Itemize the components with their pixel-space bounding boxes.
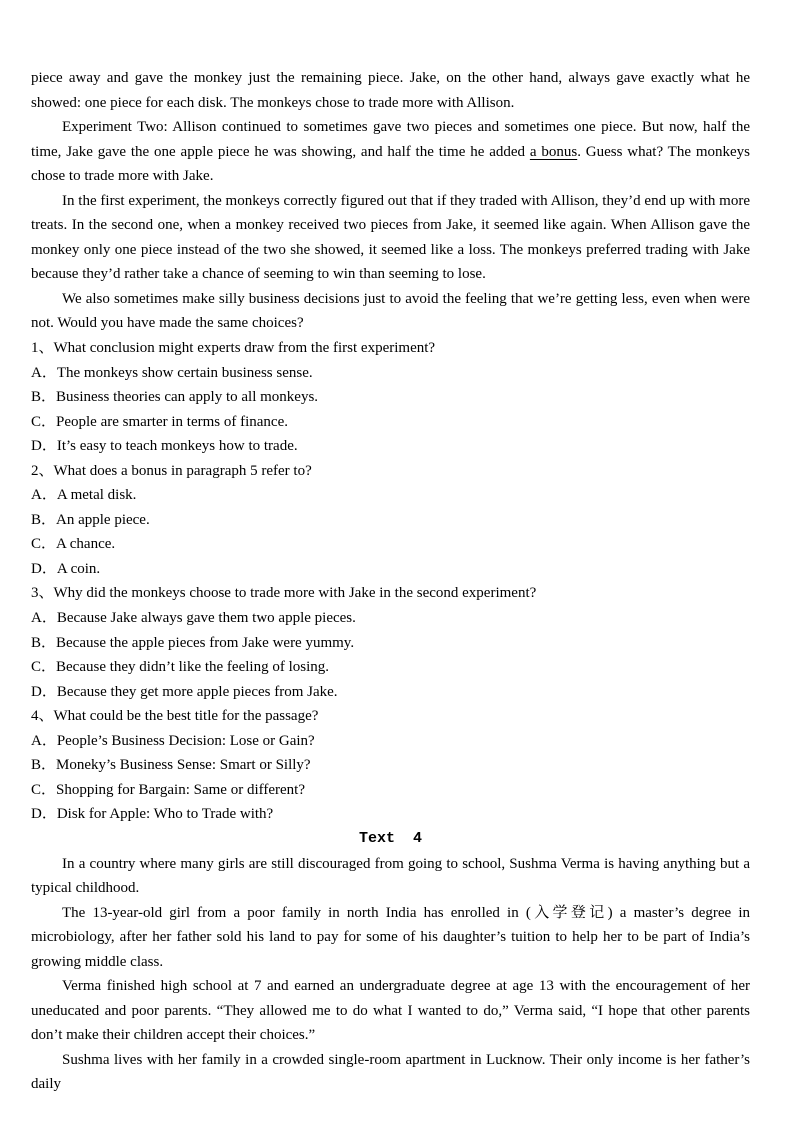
question-prompt: 1、What conclusion might experts draw from the first experiment? [31, 340, 436, 357]
text4-paragraph-2: The 13-year-old girl from a poor family in north India has enrolled in (入学登记) a master’s degree in microbiology, after her father sold his land to pay for some of his daughter’s tuition to help her to be part of India’s growing middle class. [31, 904, 750, 970]
question-prompt: 3、Why did the monkeys choose to trade more with Jake in the second experiment? [31, 585, 537, 602]
answer-option: A．A metal disk. [31, 487, 137, 504]
text4-paragraph-3: Verma finished high school at 7 and earned an undergraduate degree at age 13 with the encouragement of her uneducated and poor parents. “They allowed me to do what I wanted to do,” Verma said, “I hope that other parents don’t make their children accept their choices.” [31, 978, 750, 1044]
experiment-two-text-post: . Guess what? The monkeys chose to trade more with Jake. [31, 143, 751, 185]
answer-option: D．A coin. [31, 560, 101, 577]
underlined-phrase-a-bonus: a bonus [529, 143, 578, 160]
question-block-2 [31, 459, 750, 582]
answer-option: D．It’s easy to teach monkeys how to trade. [31, 438, 298, 455]
question-prompt: 4、What could be the best title for the passage? [31, 708, 319, 725]
text4-paragraph-1: In a country where many girls are still discouraged from going to school, Sushma Verma is having anything but a typical childhood. [31, 855, 750, 897]
answer-option: A．People’s Business Decision: Lose or Gain? [31, 732, 315, 749]
answer-option: D．Disk for Apple: Who to Trade with? [31, 806, 274, 823]
question-block-1 [31, 336, 750, 459]
answer-option: B．An apple piece. [31, 511, 150, 528]
answer-option: C．People are smarter in terms of finance. [31, 413, 288, 430]
answer-option: C．Shopping for Bargain: Same or different? [31, 781, 305, 798]
text4-paragraph-4: Sushma lives with her family in a crowded single-room apartment in Lucknow. Their only income is her father’s daily [31, 1051, 750, 1093]
answer-option: C．Because they didn’t like the feeling of losing. [31, 659, 329, 676]
answer-option: A．The monkeys show certain business sense. [31, 364, 313, 381]
passage-paragraph-continuation: piece away and gave the monkey just the remaining piece. Jake, on the other hand, always gave exactly what he showed: one piece for each disk. The monkeys chose to trade more with Allison. [31, 70, 750, 111]
answer-option: B．Moneky’s Business Sense: Smart or Silly? [31, 757, 311, 774]
question-block-4 [31, 704, 750, 827]
answer-option: C．A chance. [31, 536, 116, 553]
answer-option: B．Business theories can apply to all monkeys. [31, 389, 319, 406]
question-prompt: 2、What does a bonus in paragraph 5 refer to? [31, 462, 312, 479]
passage-paragraph-conclusion: We also sometimes make silly business decisions just to avoid the feeling that we’re getting less, even when were not. Would you have made the same choices? [31, 290, 750, 332]
question-block-3 [31, 581, 750, 704]
answer-option: D．Because they get more apple pieces from Jake. [31, 683, 338, 700]
answer-option: B．Because the apple pieces from Jake were yummy. [31, 634, 355, 651]
passage-paragraph-analysis: In the first experiment, the monkeys correctly figured out that if they traded with Allison, they’d end up with more treats. In the second one, when a monkey received two pieces from Jake, it seemed like again. When Allison gave the monkey only one piece instead of the two she showed, it seemed like a loss. The monkeys preferred trading with Jake because they’d rather take a chance of seeming to win than seeming to lose. [31, 192, 750, 283]
passage-paragraph-experiment-two [31, 115, 750, 189]
answer-option: A．Because Jake always gave them two apple pieces. [31, 610, 356, 627]
section-heading-text4: Text 4 [358, 829, 422, 847]
experiment-two-text-pre: Experiment Two: Allison continued to sometimes gave two pieces and sometimes one piece. But now, half the time, Jake gave the one apple piece he was showing, and half the time he added [31, 119, 750, 160]
